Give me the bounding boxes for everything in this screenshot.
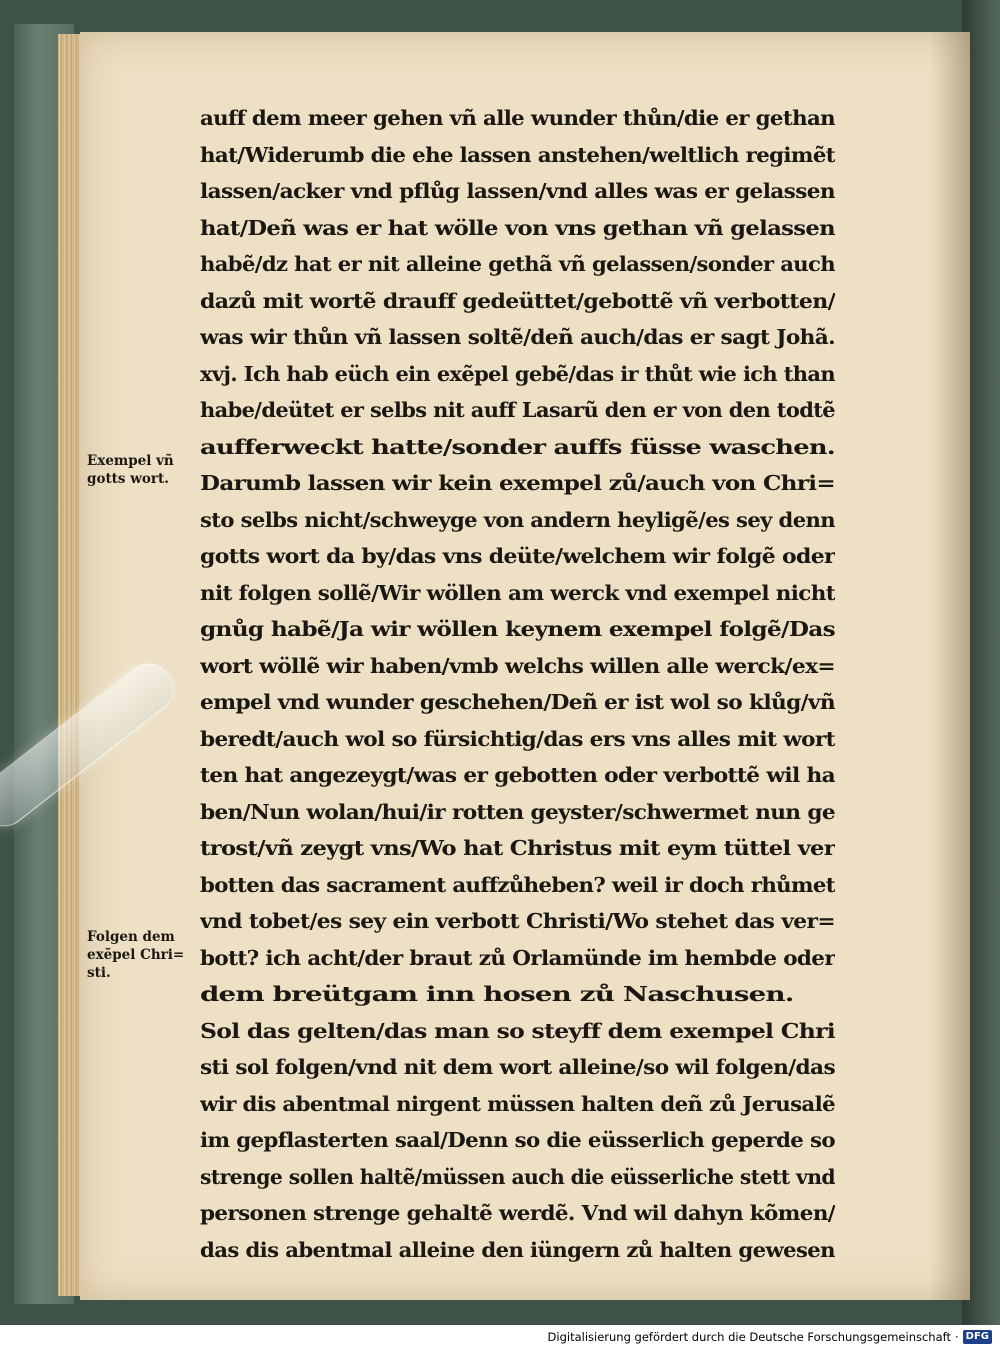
text-line: dem breütgam inn hosen zů Naschusen. [200,982,794,1006]
text-line: aufferweckt hatte/sonder auffs füsse waschen. [200,434,835,459]
footer-credit [548,1330,992,1344]
margin-note-line: Folgen dem [87,929,175,945]
footer-text: Digitalisierung gefördert durch die Deutsche Forschungsgemeinschaft [547,1330,951,1344]
text-line: dazů mit wortẽ drauff gedeüttet/gebottẽ vñ verbotten/ [200,288,835,313]
text-line: habẽ/dz hat er nit alleine gethã vñ gelassen/sonder auch [200,252,835,276]
text-line: personen strenge gehaltẽ werdẽ. Vnd wil dahyn kõmen/ [200,1201,835,1225]
margin-note-line: Exempel vñ [87,453,174,469]
text-line: hat/Deñ was er hat wölle von vns gethan vñ gelassen [200,215,835,240]
text-line: habe/deütet er selbs nit auff Lasarũ den er von den todtẽ [200,398,835,422]
text-line: sto selbs nicht/schweyge von andern heyligẽ/es sey denn [200,507,835,532]
text-line: xvj. Ich hab eüch ein exẽpel gebẽ/das ir thůt wie ich than [200,361,835,386]
binding-shadow [930,32,970,1300]
text-line: beredt/auch wol so fürsichtig/das ers vns alles mit wort [200,726,835,751]
text-line: im gepflasterten saal/Denn so die eüsserlich geperde so [200,1128,835,1152]
text-line: Sol das gelten/das man so steyff dem exempel Chri [200,1018,835,1043]
margin-note [87,928,207,982]
text-line: nit folgen sollẽ/Wir wöllen am werck vnd exempel nicht [200,580,835,605]
dfg-logo-icon: DFG [963,1330,992,1344]
text-line: strenge sollen haltẽ/müssen auch die eüsserliche stett vnd [200,1164,835,1189]
text-line: auff dem meer gehen vñ alle wunder thůn/die er gethan [200,106,835,130]
body-text [200,100,835,1268]
text-line: vnd tobet/es sey ein verbott Christi/Wo stehet das ver= [200,909,835,933]
text-line: sti sol folgen/vnd nit dem wort alleine/so wil folgen/das [200,1055,835,1079]
text-line: empel vnd wunder geschehen/Deñ er ist wol so klůg/vñ [200,690,835,714]
margin-note-line: gotts wort. [87,471,169,487]
margin-note [87,452,207,488]
margin-note-line: sti. [87,965,111,981]
footer-separator-icon: · [955,1330,959,1344]
text-line: Darumb lassen wir kein exempel zů/auch von Chri= [200,471,835,495]
text-line: gnůg habẽ/Ja wir wöllen keynem exempel folgẽ/Das [200,617,835,641]
text-line: botten das sacrament auffzůheben? weil ir doch rhůmet [200,872,835,897]
page-edges [58,34,82,1296]
margin-note-line: exẽpel Chri= [87,947,185,963]
text-line: bott? ich acht/der braut zů Orlamünde im hembde oder [200,945,835,970]
text-line: gotts wort da by/das vns deüte/welchem wir folgẽ oder [200,544,835,568]
text-line: ben/Nun wolan/hui/ir rotten geyster/schwermet nun ge [200,799,835,824]
text-line: wort wöllẽ wir haben/vmb welchs willen alle werck/ex= [200,653,835,678]
text-line: ten hat angezeygt/was er gebotten oder verbottẽ wil ha [200,763,835,787]
text-line: hat/Widerumb die ehe lassen anstehen/weltlich regimẽt [200,142,835,167]
text-line: das dis abentmal alleine den iüngern zů halten gewesen [200,1237,835,1262]
text-line: trost/vñ zeygt vns/Wo hat Christus mit eym tüttel ver [200,836,835,860]
text-line: lassen/acker vnd pflůg lassen/vnd alles was er gelassen [200,179,835,203]
text-line: was wir thůn vñ lassen soltẽ/deñ auch/das er sagt Johã. [200,325,835,349]
text-line: wir dis abentmal nirgent müssen halten deñ zů Jerusalẽ [200,1091,835,1116]
